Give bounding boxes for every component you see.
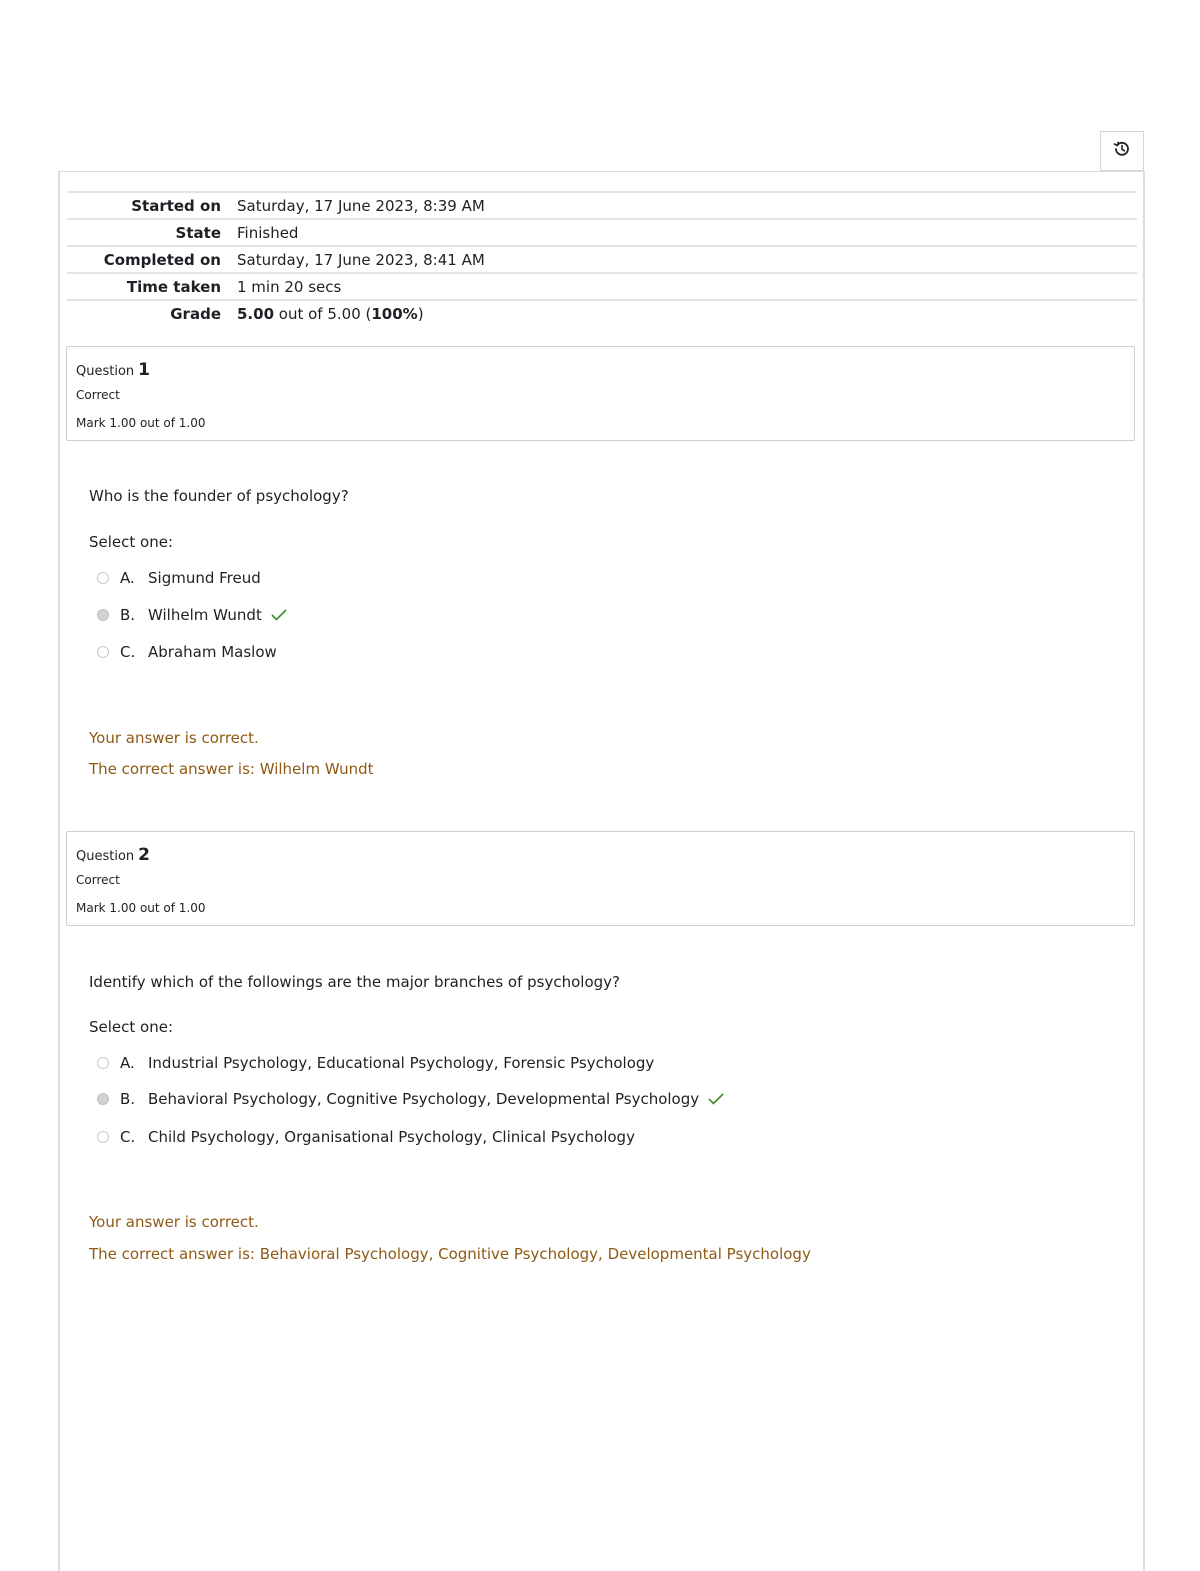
question-state: Correct [76,873,120,887]
summary-row-state [67,219,1137,246]
check-icon [271,609,287,621]
grade-percent: 100% [371,305,418,323]
summary-label: Time taken [126,277,221,296]
option-text: Wilhelm Wundt [148,606,262,624]
select-prompt: Select one: [89,1018,174,1036]
question-number [76,360,150,380]
radio-button[interactable] [97,572,109,584]
correct-answer-text: The correct answer is: Behavioral Psychology, Cognitive Psychology, Developmental Psychology [89,1245,811,1263]
question-label: Question [76,364,135,379]
question-state: Correct [76,388,120,402]
option-text: Sigmund Freud [148,569,261,587]
question-num: 2 [138,845,150,865]
summary-value: Saturday, 17 June 2023, 8:39 AM [237,196,485,215]
answer-option[interactable] [97,604,287,626]
grade-score: 5.00 [237,305,275,323]
summary-label: Completed on [103,250,221,269]
question-info-1 [66,346,1135,441]
grade-value [237,300,1137,327]
option-letter: C. [120,643,136,661]
summary-value: 1 min 20 secs [237,277,342,296]
option-text: Behavioral Psychology, Cognitive Psychology, Developmental Psychology [148,1090,700,1108]
option-text: Industrial Psychology, Educational Psychology, Forensic Psychology [148,1054,655,1072]
feedback-text: Your answer is correct. [89,729,259,747]
summary-label: Started on [131,196,221,215]
question-text: Who is the founder of psychology? [89,487,349,505]
summary-row-time [67,273,1137,300]
correct-answer-text: The correct answer is: Wilhelm Wundt [89,760,374,778]
feedback-text: Your answer is correct. [89,1213,259,1231]
summary-value: Saturday, 17 June 2023, 8:41 AM [237,250,485,269]
option-letter: A. [120,1054,135,1072]
radio-button[interactable] [97,1057,109,1069]
summary-row-completed [67,246,1137,273]
history-icon [1113,140,1131,162]
answer-option[interactable] [97,641,277,663]
option-text: Child Psychology, Organisational Psychology, Clinical Psychology [148,1128,635,1146]
summary-label: State [175,223,221,242]
answer-option[interactable] [97,1126,635,1148]
grade-middle: out of 5.00 ( [274,305,372,323]
question-text: Identify which of the followings are the major branches of psychology? [89,973,621,991]
answer-option[interactable] [97,567,261,589]
question-mark: Mark 1.00 out of 1.00 [76,416,206,430]
attempt-summary-table [67,191,1137,327]
question-label: Question [76,849,135,864]
question-mark: Mark 1.00 out of 1.00 [76,901,206,915]
grade-end: ) [417,305,424,323]
radio-button[interactable] [97,609,109,621]
question-info-2 [66,831,1135,926]
option-text: Abraham Maslow [148,643,277,661]
option-letter: B. [120,606,136,624]
option-letter: B. [120,1090,136,1108]
option-letter: C. [120,1128,136,1146]
answer-option[interactable] [97,1052,654,1074]
answer-option[interactable] [97,1088,724,1110]
check-icon [708,1093,724,1105]
radio-button[interactable] [97,646,109,658]
summary-label: Grade [170,305,221,323]
question-num: 1 [138,360,150,380]
summary-value: Finished [237,223,299,242]
question-number [76,845,150,865]
summary-row-grade [67,300,1137,327]
summary-row-started [67,192,1137,219]
select-prompt: Select one: [89,533,174,551]
radio-button[interactable] [97,1131,109,1143]
history-button[interactable] [1100,131,1144,171]
option-letter: A. [120,569,135,587]
radio-button[interactable] [97,1093,109,1105]
